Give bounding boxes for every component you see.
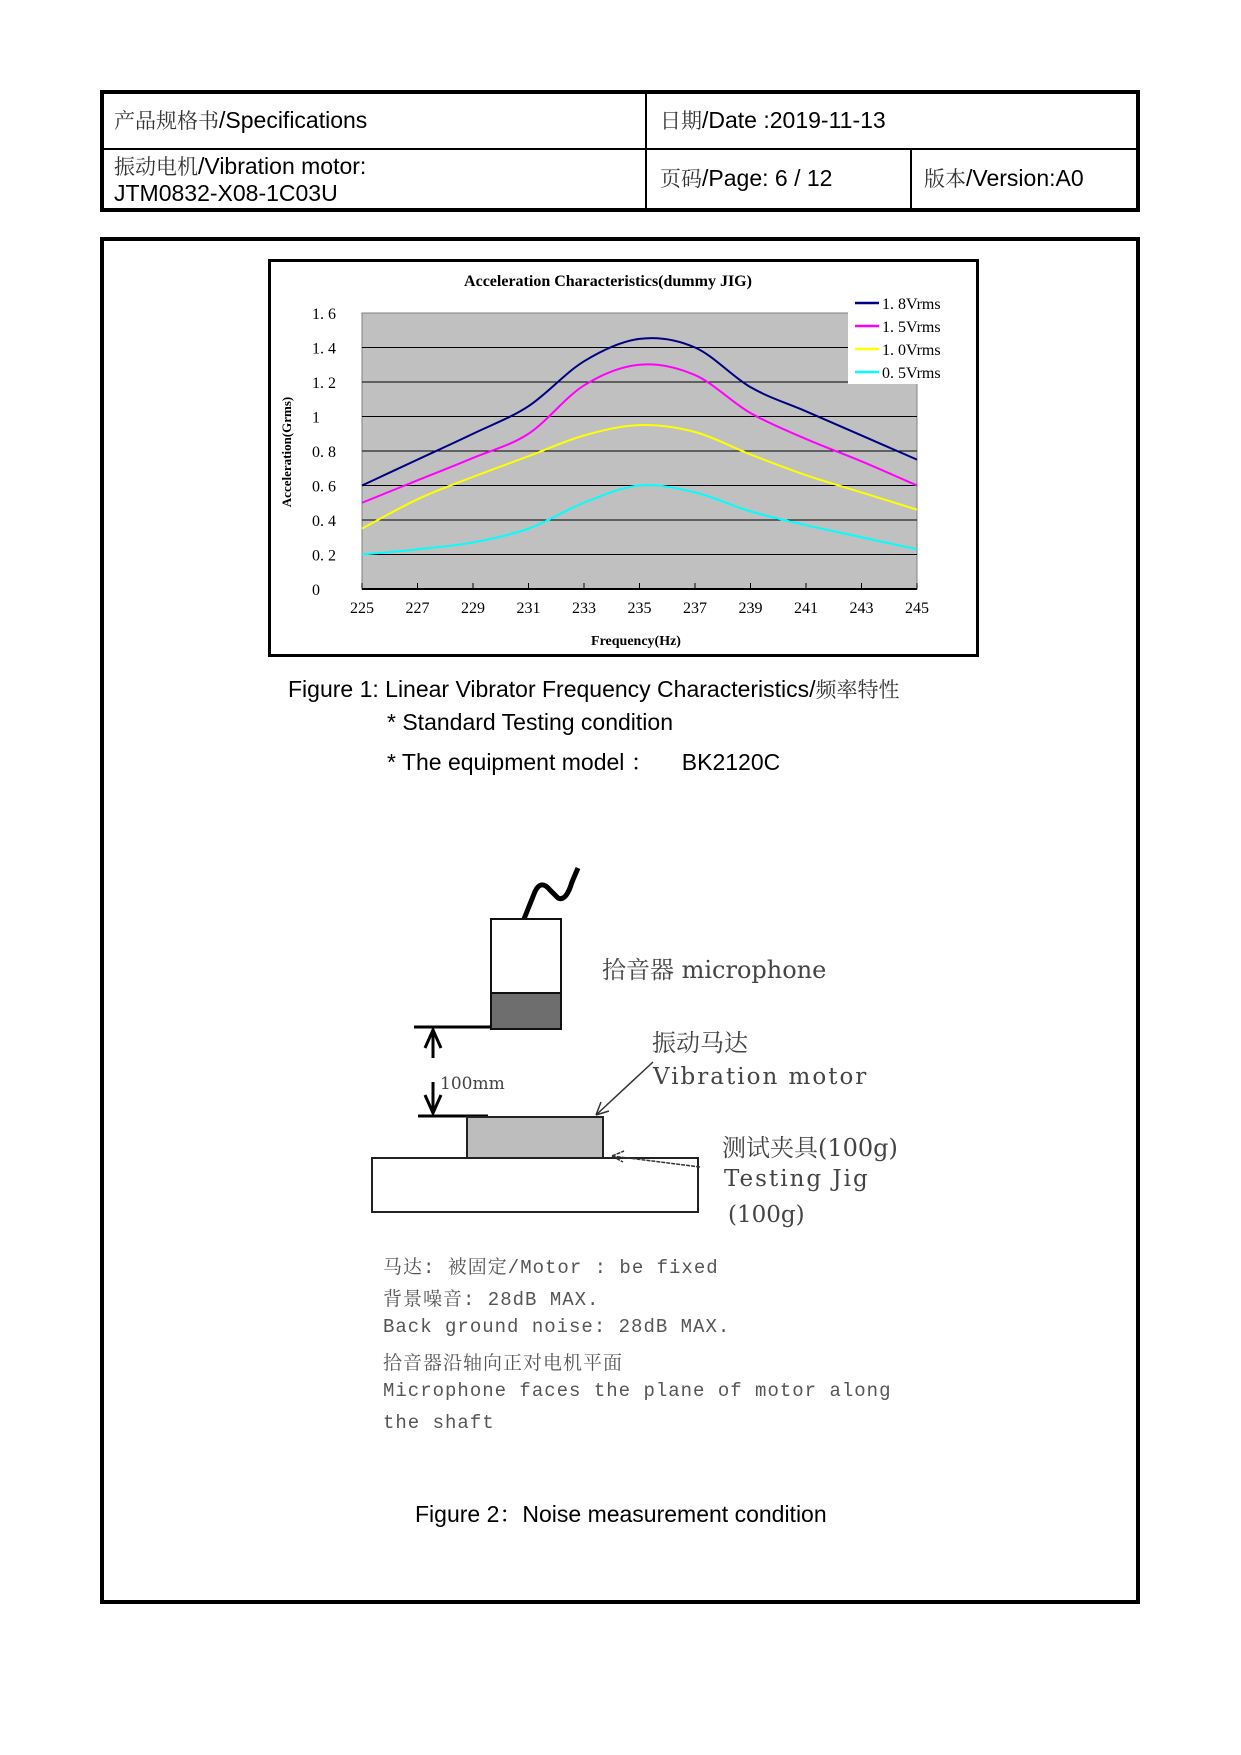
y-tick-label: 0 — [312, 582, 320, 599]
y-tick-label: 1. 2 — [312, 375, 336, 392]
arrow-down-icon — [425, 1082, 441, 1113]
x-tick-label: 245 — [905, 600, 929, 617]
y-tick-label: 0. 6 — [312, 478, 336, 496]
legend-label: 1. 5Vrms — [882, 319, 941, 336]
y-tick-label: 1. 4 — [312, 340, 336, 358]
figure1-caption: Figure 1: Linear Vibrator Frequency Characteristics/频率特性 — [288, 676, 900, 702]
note-background-noise-cn: 背景噪音: 28dB MAX. — [383, 1289, 600, 1311]
product-model: JTM0832-X08-1C03U — [114, 180, 338, 206]
microphone-head — [491, 993, 561, 1029]
motor-label-cn: 振动马达 — [652, 1029, 748, 1057]
figure1-note-equipment: * The equipment model ： BK2120C — [387, 749, 781, 775]
figure1-note-standard: * Standard Testing condition — [387, 709, 673, 735]
doc-version: 版本/Version:A0 — [924, 165, 1084, 191]
y-tick-label: 0. 8 — [312, 444, 336, 461]
legend-label: 1. 8Vrms — [882, 296, 941, 313]
x-tick-label: 241 — [794, 600, 818, 617]
note-motor-fixed: 马达: 被固定/Motor : be fixed — [383, 1257, 719, 1279]
doc-title: 产品规格书/Specifications — [114, 107, 368, 133]
motor-label-en: Vibration motor — [653, 1064, 869, 1090]
chart-title: Acceleration Characteristics(dummy JIG) — [464, 273, 752, 290]
y-tick-label: 0. 4 — [312, 513, 336, 530]
x-tick-label: 239 — [738, 600, 763, 617]
y-tick-label: 0. 2 — [312, 547, 336, 565]
y-tick-label: 1. 6 — [312, 306, 336, 323]
legend-label: 1. 0Vrms — [882, 342, 941, 359]
product-name: 振动电机/Vibration motor: — [114, 153, 367, 179]
x-tick-label: 231 — [516, 600, 541, 617]
x-axis-title: Frequency(Hz) — [591, 634, 681, 649]
x-tick-label: 235 — [627, 600, 652, 617]
x-tick-label: 229 — [461, 600, 485, 617]
arrow-up-icon — [425, 1030, 441, 1058]
x-tick-label: 225 — [350, 600, 374, 617]
x-tick-label: 233 — [572, 600, 596, 617]
vibration-motor — [467, 1117, 603, 1158]
microphone-cable — [524, 868, 578, 919]
jig-label-cn: 测试夹具(100g) — [722, 1134, 898, 1162]
microphone-label: 拾音器 microphone — [602, 956, 827, 984]
motor-leader-arrow-icon — [596, 1062, 653, 1115]
note-background-noise-en: Back ground noise: 28dB MAX. — [383, 1316, 731, 1338]
page-number: 页码/Page: 6 / 12 — [660, 165, 833, 191]
y-tick-label: 1 — [312, 409, 320, 427]
testing-jig — [372, 1158, 698, 1212]
jig-label-en: Testing Jig — [724, 1166, 870, 1192]
y-axis-title: Acceleration(Grms) — [279, 396, 294, 508]
doc-date: 日期/Date :2019-11-13 — [660, 107, 886, 133]
x-tick-label: 227 — [405, 600, 430, 617]
figure2-caption: Figure 2：Noise measurement condition — [415, 1501, 827, 1527]
note-mic-orientation-en: Microphone faces the plane of motor along — [383, 1380, 892, 1402]
x-tick-label: 243 — [849, 600, 874, 617]
jig-label-weight: (100g) — [728, 1202, 805, 1228]
legend-label: 0. 5Vrms — [882, 365, 941, 382]
note-mic-orientation-cn: 拾音器沿轴向正对电机平面 — [383, 1353, 624, 1375]
x-tick-label: 237 — [683, 600, 707, 617]
microphone-body — [491, 919, 561, 993]
distance-label: 100mm — [440, 1074, 505, 1094]
note-mic-orientation-en-cont: the shaft — [383, 1412, 495, 1434]
